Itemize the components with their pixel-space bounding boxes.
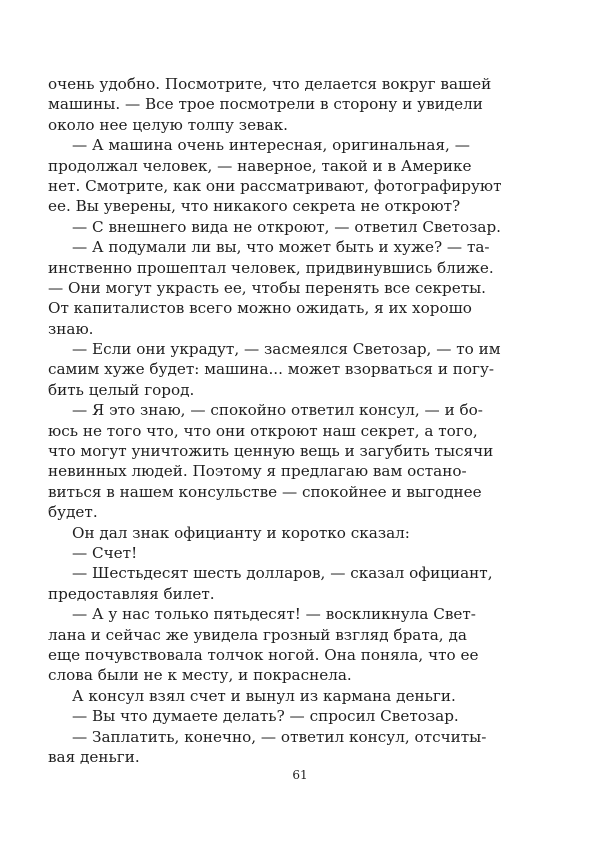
text-line: — Если они украдут, — засмеялся Светозар, — то им <box>72 340 501 359</box>
text-line: — Заплатить, конечно, — ответил консул, отсчиты- <box>72 727 487 746</box>
text-line: самим хуже будет: машина... может взорваться и погу- <box>48 360 495 379</box>
text-line: машины. — Все трое посмотрели в сторону и увидели <box>48 95 483 114</box>
text-line: ее. Вы уверены, что никакого секрета не откроют? <box>48 197 461 216</box>
text-line: нет. Смотрите, как они рассматривают, фотографируют <box>48 176 502 195</box>
text-line: — Я это знаю, — спокойно ответил консул, — и бо- <box>72 401 483 420</box>
text-line: что могут уничтожить ценную вещь и загубить тысячи <box>48 442 494 461</box>
text-line: — А у нас только пятьдесят! — воскликнула Свет- <box>72 605 476 624</box>
text-line: виться в нашем консульстве — спокойнее и выгоднее <box>48 482 482 501</box>
text-line: юсь не того что, что они откроют наш секрет, а того, <box>48 421 478 440</box>
text-line: — Они могут украсть ее, чтобы перенять все секреты. <box>48 278 487 297</box>
text-line: будет. <box>48 503 98 522</box>
text-line: От капиталистов всего можно ожидать, я их хорошо <box>48 299 472 318</box>
text-line: предоставляя билет. <box>48 584 215 603</box>
text-line: очень удобно. Посмотрите, что делается вокруг вашей <box>48 75 492 93</box>
text-line: слова были не к месту, и покраснела. <box>48 666 352 685</box>
text-line: невинных людей. Поэтому я предлагаю вам остано- <box>48 462 467 481</box>
text-line: продолжал человек, — наверное, такой и в Америке <box>48 156 472 175</box>
text-line: — Шестьдесят шесть долларов, — сказал официант, <box>72 564 493 583</box>
text-line: еще почувствовала толчок ногой. Она поняла, что ее <box>48 645 479 664</box>
text-line: инственно прошептал человек, придвинувшись ближе. <box>48 258 494 277</box>
text-line: бить целый город. <box>48 380 195 399</box>
text-line: лана и сейчас же увидела грозный взгляд брата, да <box>48 625 467 644</box>
text-line: — Вы что думаете делать? — спросил Светозар. <box>72 707 459 726</box>
text-line: А консул взял счет и вынул из кармана деньги. <box>72 686 456 705</box>
body-text <box>48 74 502 767</box>
text-line: около нее целую толпу зевак. <box>48 115 288 134</box>
text-line: — Счет! <box>72 543 138 562</box>
text-line: Он дал знак официанту и коротко сказал: <box>72 523 410 542</box>
text-line: вая деньги. <box>48 747 140 766</box>
text-line: — А подумали ли вы, что может быть и хуже? — та- <box>72 238 490 257</box>
text-line: — А машина очень интересная, оригинальная, — <box>72 136 470 155</box>
text-line: знаю. <box>48 319 94 338</box>
text-line: — С внешнего вида не откроют, — ответил Светозар. <box>72 217 502 236</box>
page-number: 61 <box>292 768 308 782</box>
